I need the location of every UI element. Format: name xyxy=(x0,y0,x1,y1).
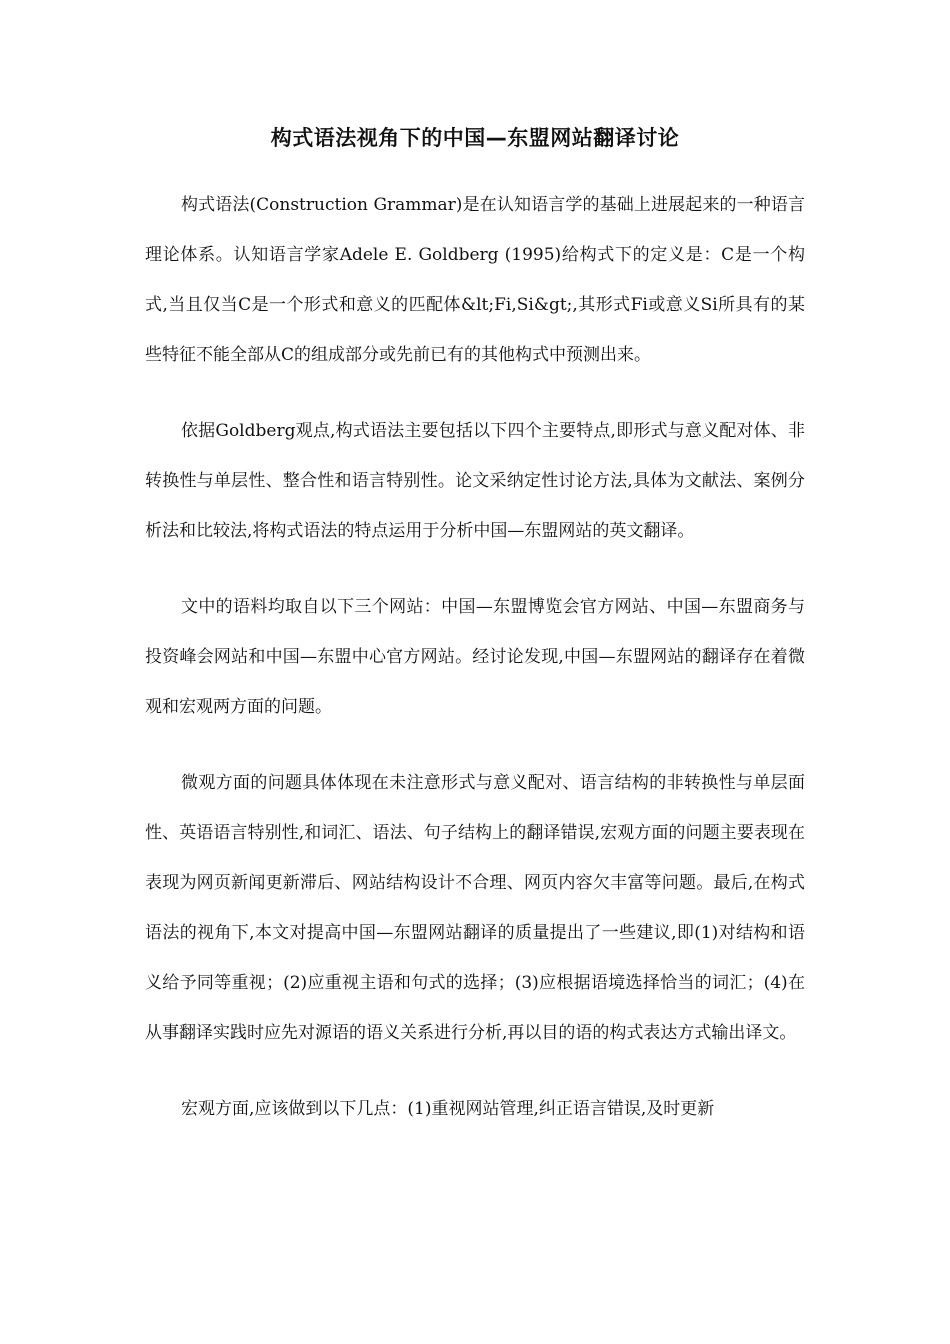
paragraph-5: 宏观方面,应该做到以下几点：(1)重视网站管理,纠正语言错误,及时更新 xyxy=(181,1099,715,1119)
paragraph-2: 依据Goldberg观点,构式语法主要包括以下四个主要特点,即形式与意义配对体、非转换性与单层性、整合性和语言特别性。论文采纳定性讨论方法,具体为文献法、案例分析法和比较法,将构式语法的特点运用于分析中国—东盟网站的英文翻译。 xyxy=(145,421,805,541)
paragraph-1: 构式语法(Construction Grammar)是在认知语言学的基础上进展起来的一种语言理论体系。认知语言学家Adele E. Goldberg (1995)给构式下的定义是：C是一个构式,当且仅当C是一个形式和意义的匹配体&lt;Fi,Si&gt;,其形式Fi或意义Si所具有的某些特征不能全部从C的组成部分或先前已有的其他构式中预测出来。 xyxy=(145,195,805,365)
paragraph-4: 微观方面的问题具体体现在未注意形式与意义配对、语言结构的非转换性与单层面性、英语语言特别性,和词汇、语法、句子结构上的翻译错误,宏观方面的问题主要表现在表现为网页新闻更新滞后、网站结构设计不合理、网页内容欠丰富等问题。最后,在构式语法的视角下,本文对提高中国—东盟网站翻译的质量提出了一些建议,即(1)对结构和语义给予同等重视；(2)应重视主语和句式的选择；(3)应根据语境选择恰当的词汇；(4)在从事翻译实践时应先对源语的语义关系进行分析,再以目的语的构式表达方式输出译文。 xyxy=(145,773,805,1043)
document-body xyxy=(145,180,805,1160)
paragraph-3: 文中的语料均取自以下三个网站：中国—东盟博览会官方网站、中国—东盟商务与投资峰会网站和中国—东盟中心官方网站。经讨论发现,中国—东盟网站的翻译存在着微观和宏观两方面的问题。 xyxy=(145,597,805,717)
document-title: 构式语法视角下的中国—东盟网站翻译讨论 xyxy=(270,126,680,150)
